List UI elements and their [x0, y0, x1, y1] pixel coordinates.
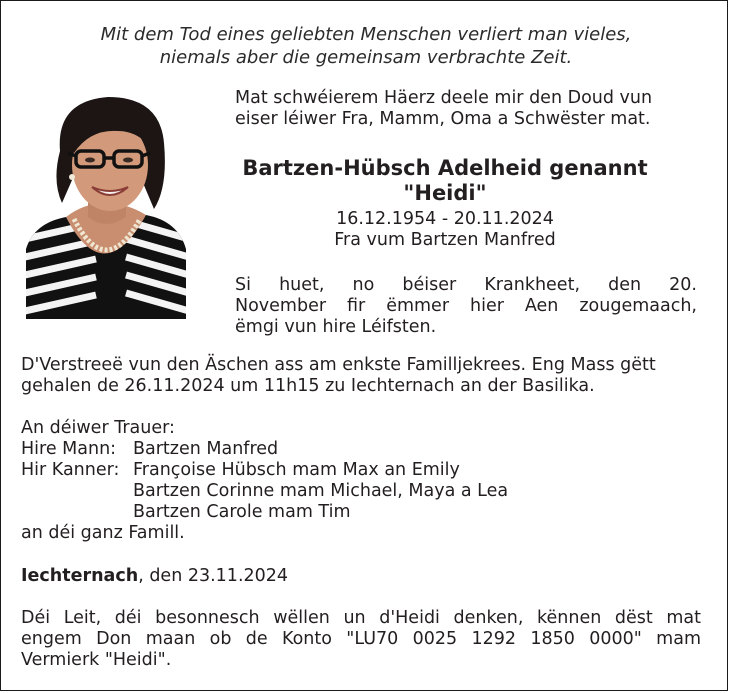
intro-line-2: eiser léiwer Fra, Mamm, Oma a Schwëster mat. [235, 109, 651, 129]
intro-line-1: Mat schwéierem Häerz deele mir den Doud vun [235, 88, 653, 108]
deceased-nickname: "Heidi" [403, 181, 487, 205]
husband-label: Hire Mann: [21, 439, 117, 459]
date-text: , den 23.11.2024 [138, 566, 289, 586]
passing-line-3: ëmgi vun hire Léifsten. [235, 317, 437, 337]
passing-line-1: Si huet, no béiser Krankheet, den 20. [235, 275, 697, 295]
husband-name: Bartzen Manfred [133, 439, 279, 459]
donation-line-2: engem Don maan ob de Konto "LU70 0025 1292 1850 0000" mam [21, 629, 701, 649]
passing-line-2: November fir ëmmer hier Aen zougemaach, [235, 296, 697, 316]
portrait-illustration [26, 91, 186, 319]
family-line: an déi ganz Famill. [21, 523, 185, 543]
deceased-name: Bartzen-Hübsch Adelheid genannt [242, 156, 648, 180]
donation-line-3: Vermierk "Heidi". [21, 650, 172, 670]
quote-line-1: Mit dem Tod eines geliebten Menschen verliert man vieles, [100, 24, 632, 45]
funeral-line-2: gehalen de 26.11.2024 um 11h15 zu Iechternach an der Basilika. [21, 376, 595, 396]
quote-line-2: niemals aber die gemeinsam verbrachte Zeit. [159, 47, 573, 68]
children-label: Hir Kanner: [21, 460, 120, 480]
child-3: Bartzen Carole mam Tim [133, 502, 351, 522]
place-date [21, 566, 711, 587]
donation-line-1: Déi Leit, déi besonnesch wëllen un d'Heidi denken, kënnen dëst mat [21, 608, 701, 628]
portrait-photo [26, 91, 186, 319]
mourners-heading: An déiwer Trauer: [21, 418, 175, 438]
child-1: Françoise Hübsch mam Max an Emily [133, 460, 460, 480]
life-dates: 16.12.1954 - 20.11.2024 [336, 209, 554, 229]
spouse-line: Fra vum Bartzen Manfred [334, 230, 556, 250]
funeral-line-1: D'Verstreeë vun den Äschen ass am enkste Familljekrees. Eng Mass gëtt [21, 355, 656, 375]
place-name: Iechternach [21, 566, 139, 586]
child-2: Bartzen Corinne mam Michael, Maya a Lea [133, 481, 509, 501]
